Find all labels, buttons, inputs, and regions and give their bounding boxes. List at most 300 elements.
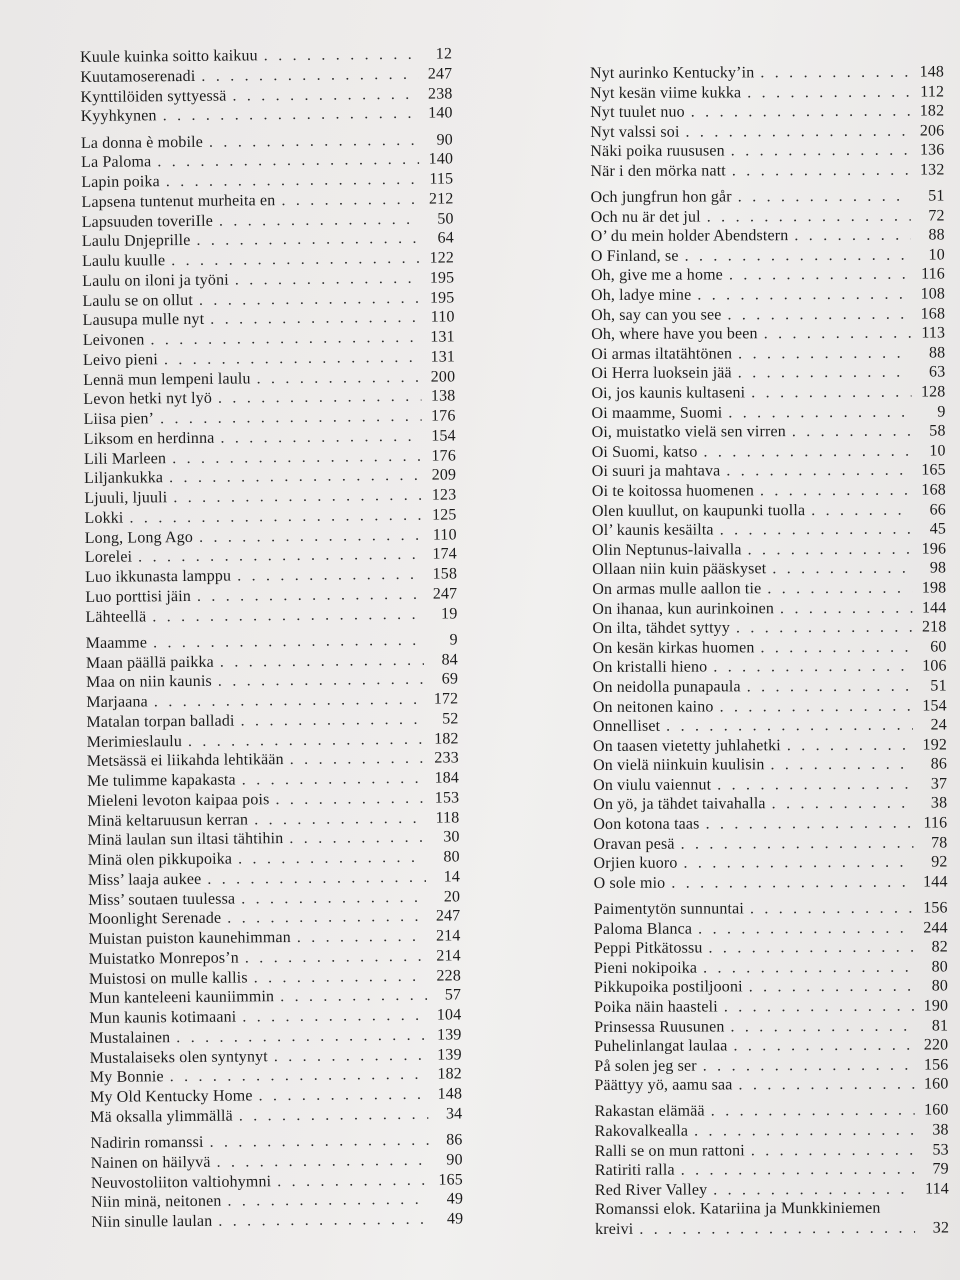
index-entry bbox=[591, 382, 945, 403]
entry-title: Lorelei bbox=[84, 548, 133, 567]
entry-page-number: 172 bbox=[433, 690, 459, 708]
dot-leader bbox=[163, 104, 419, 126]
dot-leader bbox=[157, 150, 419, 172]
dot-leader bbox=[227, 907, 426, 929]
entry-title: Minä olen pikkupoika bbox=[87, 850, 233, 869]
dot-leader bbox=[199, 525, 423, 547]
dot-leader bbox=[220, 650, 424, 672]
dot-leader bbox=[694, 1121, 915, 1142]
index-entry bbox=[592, 559, 946, 580]
entry-title: Red River Valley bbox=[594, 1181, 708, 1199]
entry-page-number: 80 bbox=[443, 848, 460, 866]
entry-page-number: 176 bbox=[431, 446, 457, 465]
dot-leader bbox=[275, 788, 425, 809]
index-entry bbox=[591, 226, 945, 247]
entry-page-number: 165 bbox=[438, 1170, 463, 1189]
entry-title: Oi Herra luoksein jää bbox=[591, 364, 732, 383]
entry-page-number: 176 bbox=[431, 407, 456, 425]
entry-page-number: 37 bbox=[930, 775, 948, 793]
dot-leader bbox=[738, 187, 911, 207]
entry-page-number: 88 bbox=[928, 344, 946, 362]
entry-page-number: 153 bbox=[434, 789, 460, 807]
entry-title: Miss’ laaja aukee bbox=[87, 870, 202, 889]
entry-page-number: 58 bbox=[929, 422, 946, 440]
index-entry bbox=[594, 977, 948, 998]
entry-page-number: 220 bbox=[923, 1036, 949, 1054]
dot-leader bbox=[281, 189, 419, 210]
entry-title: Nadirin romanssi bbox=[90, 1133, 204, 1152]
index-entry bbox=[593, 833, 947, 854]
index-entry bbox=[593, 657, 947, 678]
dot-leader bbox=[241, 709, 425, 731]
dot-leader bbox=[711, 1101, 915, 1121]
entry-page-number: 69 bbox=[441, 670, 459, 688]
entry-title: Lili Marleen bbox=[83, 449, 167, 468]
dot-leader bbox=[242, 769, 425, 791]
dot-leader bbox=[164, 347, 421, 369]
index-entry bbox=[591, 245, 945, 266]
dot-leader bbox=[738, 363, 912, 383]
index-letter-group bbox=[90, 1130, 463, 1232]
entry-page-number: 122 bbox=[429, 249, 455, 267]
entry-title: Nyt aurinko Kentucky’in bbox=[590, 64, 755, 82]
index-letter-group bbox=[590, 62, 945, 181]
entry-title: Maan päällä paikka bbox=[85, 653, 214, 672]
index-entry bbox=[592, 578, 946, 599]
entry-page-number: 156 bbox=[923, 1056, 949, 1074]
entry-page-number: 144 bbox=[921, 598, 947, 617]
dot-leader bbox=[706, 814, 914, 835]
index-entry bbox=[592, 618, 946, 639]
dot-leader bbox=[199, 288, 421, 310]
index-entry bbox=[594, 898, 948, 919]
entry-title: Niin sinulle laulan bbox=[91, 1212, 213, 1231]
dot-leader bbox=[726, 461, 911, 481]
entry-page-number: 82 bbox=[931, 938, 948, 956]
dot-leader bbox=[256, 367, 421, 388]
entry-title: Mun kanteleeni kauniimmin bbox=[89, 988, 275, 1008]
entry-title: Oi, muistatko vielä sen virren bbox=[591, 423, 786, 442]
entry-page-number: 139 bbox=[437, 1045, 462, 1064]
entry-title: On ihanaa, kun aurinkoinen bbox=[592, 599, 775, 618]
entry-title: Nainen on häilyvä bbox=[90, 1153, 211, 1172]
dot-leader bbox=[707, 206, 911, 226]
entry-title: Ratiriti ralla bbox=[594, 1161, 675, 1180]
entry-title: Kuule kuinka soitto kaikuu bbox=[80, 47, 258, 66]
dot-leader bbox=[780, 598, 912, 618]
entry-page-number: 138 bbox=[430, 387, 456, 405]
index-entry bbox=[591, 402, 945, 423]
entry-title: Lapin poika bbox=[81, 173, 160, 191]
index-entry bbox=[595, 1179, 949, 1200]
entry-page-number: 218 bbox=[921, 618, 947, 636]
index-entry bbox=[593, 637, 947, 658]
entry-title: När i den mörka natt bbox=[590, 162, 726, 180]
entry-page-number: 233 bbox=[434, 749, 459, 767]
index-entry bbox=[590, 82, 944, 103]
entry-page-number: 50 bbox=[437, 209, 454, 228]
entry-page-number: 92 bbox=[931, 853, 948, 871]
entry-page-number: 49 bbox=[446, 1210, 464, 1228]
entry-title: Ol’ kaunis kesäilta bbox=[591, 521, 714, 540]
index-entry bbox=[595, 1120, 949, 1141]
entry-page-number: 184 bbox=[434, 769, 460, 787]
dot-leader bbox=[738, 1075, 914, 1095]
index-entry bbox=[591, 343, 945, 364]
entry-page-number: 19 bbox=[441, 604, 458, 623]
dot-leader bbox=[750, 899, 914, 919]
entry-title: Nyt valssi soi bbox=[590, 123, 680, 141]
entry-page-number: 9 bbox=[449, 631, 458, 649]
entry-page-number: 53 bbox=[932, 1141, 949, 1159]
dot-leader bbox=[196, 229, 420, 251]
dot-leader bbox=[274, 1045, 428, 1066]
entry-title: Lapsena tuntenut murheita en bbox=[81, 191, 276, 211]
dot-leader bbox=[254, 808, 425, 829]
entry-page-number: 38 bbox=[930, 794, 948, 812]
entry-title: Me tulimme kapakasta bbox=[86, 771, 236, 790]
entry-page-number: 200 bbox=[430, 367, 456, 386]
entry-page-number: 30 bbox=[443, 828, 460, 846]
entry-title: On yö, ja tähdet taivahalla bbox=[593, 795, 766, 814]
entry-title: Leivo pieni bbox=[82, 351, 159, 369]
dot-leader bbox=[289, 828, 425, 849]
entry-page-number: 10 bbox=[928, 246, 945, 264]
entry-title: Lähteellä bbox=[85, 607, 147, 626]
entry-page-number: 144 bbox=[923, 873, 948, 891]
entry-page-number: 72 bbox=[928, 207, 945, 225]
dot-leader bbox=[713, 1179, 915, 1199]
index-entry bbox=[593, 794, 947, 815]
dot-leader bbox=[685, 245, 911, 266]
entry-title: Oon kotona taas bbox=[593, 815, 700, 834]
entry-page-number: 238 bbox=[427, 84, 453, 103]
index-entry bbox=[595, 1199, 949, 1220]
entry-title: Oi Suomi, katso bbox=[591, 443, 698, 461]
index-entry bbox=[592, 461, 946, 482]
entry-page-number: 247 bbox=[435, 907, 461, 925]
entry-title: La donna è mobile bbox=[80, 133, 204, 152]
dot-leader bbox=[720, 696, 913, 716]
entry-page-number: 24 bbox=[930, 716, 947, 734]
dot-leader bbox=[154, 690, 425, 712]
dot-leader bbox=[811, 500, 912, 520]
entry-title: Mä oksalla ylimmällä bbox=[90, 1107, 233, 1126]
dot-leader bbox=[218, 387, 422, 409]
index-entry bbox=[591, 304, 945, 325]
entry-page-number: 118 bbox=[435, 808, 460, 827]
entry-page-number: 228 bbox=[436, 966, 462, 985]
entry-title: Olin Neptunus-laivalla bbox=[592, 541, 742, 559]
entry-title: Miss’ soutaen tuulessa bbox=[88, 890, 236, 909]
index-entry bbox=[593, 696, 947, 717]
entry-page-number: 12 bbox=[435, 45, 453, 63]
dot-leader bbox=[297, 927, 427, 948]
dot-leader bbox=[733, 1036, 914, 1056]
entry-page-number: 209 bbox=[431, 466, 457, 484]
entry-title: Laulu kuulle bbox=[81, 252, 166, 270]
dot-leader bbox=[683, 853, 913, 874]
entry-page-number: 51 bbox=[928, 187, 945, 205]
index-letter-group bbox=[591, 187, 948, 894]
index-entry bbox=[592, 422, 946, 443]
dot-leader bbox=[760, 63, 910, 83]
entry-page-number: 140 bbox=[428, 150, 454, 168]
dot-leader bbox=[238, 848, 426, 870]
dot-leader bbox=[232, 84, 418, 106]
entry-title: Och nu är det jul bbox=[590, 208, 701, 226]
entry-title: Marjaana bbox=[86, 693, 148, 711]
dot-leader bbox=[736, 618, 913, 638]
index-entry bbox=[592, 500, 946, 521]
entry-page-number: 168 bbox=[920, 305, 946, 323]
dot-leader bbox=[209, 130, 419, 152]
index-entry bbox=[593, 716, 947, 737]
entry-page-number: 66 bbox=[929, 501, 946, 519]
entry-page-number: 20 bbox=[443, 887, 461, 906]
dot-leader bbox=[770, 755, 913, 775]
entry-page-number: 112 bbox=[920, 83, 945, 101]
entry-title: Luo porttisi jäin bbox=[85, 587, 192, 606]
entry-page-number: 247 bbox=[427, 65, 453, 83]
entry-page-number: 182 bbox=[437, 1065, 462, 1083]
dot-leader bbox=[703, 441, 911, 462]
entry-page-number: 212 bbox=[428, 190, 454, 208]
dot-leader bbox=[219, 209, 420, 231]
entry-title: Laulu Dnjeprille bbox=[81, 232, 191, 251]
entry-title: Moonlight Serenade bbox=[88, 909, 222, 929]
dot-leader bbox=[703, 957, 914, 978]
index-entry bbox=[590, 121, 944, 142]
entry-title: Oi suuri ja mahtava bbox=[591, 462, 721, 481]
entry-title: Matalan torpan balladi bbox=[86, 712, 235, 731]
index-entry bbox=[590, 160, 944, 181]
entry-title: Mustalaiseks olen syntynyt bbox=[89, 1047, 268, 1067]
entry-title: Levon hetki nyt lyö bbox=[83, 389, 213, 409]
entry-title: Nyt tuulet nuo bbox=[590, 103, 685, 122]
entry-title: Päättyy yö, aamu saa bbox=[594, 1076, 733, 1095]
dot-leader bbox=[138, 545, 423, 567]
entry-page-number: 104 bbox=[436, 1006, 462, 1024]
dot-leader bbox=[671, 872, 913, 893]
entry-page-number: 156 bbox=[923, 899, 948, 917]
entry-title: Olen kuullut, on kaupunki tuolla bbox=[591, 501, 806, 520]
dot-leader bbox=[792, 422, 912, 442]
entry-page-number: 110 bbox=[430, 308, 455, 326]
entry-title: Pieni nokipoika bbox=[593, 959, 698, 977]
entry-page-number: 81 bbox=[931, 1016, 949, 1035]
dot-leader bbox=[772, 559, 912, 579]
entry-page-number: 80 bbox=[931, 958, 948, 976]
entry-title: Oh, say can you see bbox=[591, 306, 722, 324]
dot-leader bbox=[259, 1085, 429, 1106]
entry-title: Oh, where have you been bbox=[591, 325, 758, 344]
entry-title: O’ du mein holder Abendstern bbox=[590, 227, 789, 246]
index-entry bbox=[595, 1160, 949, 1181]
entry-page-number: 38 bbox=[932, 1121, 949, 1139]
entry-title: On vielä niinkuin kuulisin bbox=[593, 756, 765, 775]
dot-leader bbox=[152, 604, 423, 626]
entry-title: Och jungfrun hon går bbox=[590, 188, 732, 207]
entry-title: Ollaan niin kuin pääskyset bbox=[592, 560, 767, 579]
index-entry bbox=[593, 676, 947, 697]
dot-leader bbox=[703, 1055, 915, 1076]
entry-page-number: 154 bbox=[431, 427, 456, 445]
entry-title: Minä laulan sun iltasi tähtihin bbox=[87, 830, 284, 850]
entry-page-number: 247 bbox=[432, 585, 458, 603]
dot-leader bbox=[729, 265, 911, 285]
index-letter-group bbox=[594, 898, 949, 1095]
entry-page-number: 114 bbox=[925, 1180, 949, 1198]
index-entry bbox=[91, 1209, 463, 1232]
index-entry bbox=[595, 1101, 949, 1122]
entry-page-number: 90 bbox=[446, 1151, 463, 1169]
dot-leader bbox=[748, 539, 913, 559]
entry-page-number: 52 bbox=[442, 710, 459, 728]
dot-leader bbox=[235, 268, 421, 290]
dot-leader bbox=[747, 677, 913, 697]
index-entry bbox=[591, 284, 945, 305]
dot-leader bbox=[242, 1006, 427, 1028]
dot-leader bbox=[717, 774, 913, 794]
entry-page-number: 192 bbox=[922, 736, 948, 754]
entry-title: Niin minä, neitonen bbox=[91, 1192, 222, 1212]
entry-page-number: 34 bbox=[445, 1105, 463, 1123]
entry-title: Metsässä ei liikahda lehtikään bbox=[86, 751, 284, 771]
entry-title: O Finland, se bbox=[590, 247, 679, 265]
entry-title: Maamme bbox=[85, 634, 148, 652]
entry-title: Oi te koitossa huomenen bbox=[591, 482, 754, 500]
entry-title: Kyyhkynen bbox=[80, 107, 157, 126]
dot-leader bbox=[681, 833, 914, 854]
entry-title: Prinsessa Ruusunen bbox=[594, 1017, 725, 1036]
dot-leader bbox=[254, 966, 427, 987]
entry-page-number: 182 bbox=[434, 729, 459, 748]
entry-page-number: 165 bbox=[921, 461, 946, 479]
entry-page-number: 84 bbox=[441, 650, 458, 669]
index-entry bbox=[591, 206, 945, 227]
entry-page-number: 160 bbox=[924, 1101, 949, 1119]
entry-title: Luo ikkunasta lamppu bbox=[85, 567, 232, 586]
entry-page-number: 174 bbox=[432, 545, 457, 563]
dot-leader bbox=[708, 938, 913, 958]
dot-leader bbox=[764, 324, 912, 344]
dot-leader bbox=[681, 1160, 915, 1181]
entry-title: Kynttilöiden syttyessä bbox=[80, 87, 227, 106]
entry-page-number: 64 bbox=[437, 229, 454, 247]
dot-leader bbox=[171, 249, 420, 271]
entry-page-number: 116 bbox=[923, 814, 948, 832]
index-entry bbox=[593, 755, 947, 776]
dot-leader bbox=[685, 121, 910, 142]
dot-leader bbox=[666, 716, 913, 737]
entry-title: Oi, jos kaunis kultaseni bbox=[591, 384, 746, 402]
entry-title: Rakastan elämää bbox=[594, 1102, 705, 1121]
entry-title: Mun kaunis kotimaani bbox=[89, 1008, 237, 1027]
index-entry bbox=[85, 604, 457, 627]
entry-page-number: 131 bbox=[430, 328, 455, 346]
index-entry bbox=[592, 539, 946, 560]
entry-page-number: 168 bbox=[921, 481, 946, 499]
entry-title: On armas mulle aallon tie bbox=[592, 580, 762, 598]
entry-title: Neuvostoliiton valtiohymni bbox=[90, 1172, 272, 1192]
index-entry bbox=[591, 265, 945, 286]
entry-title: Long, Long Ago bbox=[84, 528, 194, 547]
entry-page-number: 198 bbox=[921, 579, 947, 597]
dot-leader bbox=[172, 446, 422, 468]
entry-page-number: 60 bbox=[930, 638, 947, 656]
entry-page-number: 195 bbox=[429, 288, 455, 307]
entry-page-number: 148 bbox=[437, 1085, 463, 1103]
entry-page-number: 86 bbox=[930, 755, 948, 773]
index-entry bbox=[593, 814, 947, 835]
dot-leader bbox=[277, 1170, 429, 1191]
index-entry bbox=[90, 1104, 462, 1127]
entry-title: Pikkupoika postiljooni bbox=[593, 978, 743, 997]
entry-page-number: 51 bbox=[930, 677, 947, 695]
index-letter-group bbox=[81, 130, 458, 627]
entry-title: Oi armas iltatähtönen bbox=[591, 345, 733, 363]
entry-page-number: 196 bbox=[921, 540, 947, 558]
entry-title: Liisa pien’ bbox=[83, 410, 155, 428]
index-entry bbox=[595, 1140, 949, 1161]
entry-title: Muistosi on mulle kallis bbox=[88, 968, 248, 988]
index-entry bbox=[593, 853, 947, 874]
dot-leader bbox=[218, 670, 424, 692]
entry-title: Oh, ladye mine bbox=[590, 286, 692, 305]
entry-title: Maa on niin kaunis bbox=[86, 673, 212, 692]
entry-page-number: 110 bbox=[432, 525, 457, 544]
entry-page-number: 131 bbox=[430, 348, 456, 366]
entry-title: On taasen vietetty juhlahetki bbox=[592, 736, 781, 755]
dot-leader bbox=[760, 481, 912, 501]
dot-leader bbox=[697, 285, 911, 306]
entry-title: Ljuuli, ljuuli bbox=[84, 489, 168, 507]
dot-leader bbox=[747, 82, 910, 102]
entry-page-number: 78 bbox=[931, 834, 948, 852]
dot-leader bbox=[245, 946, 427, 967]
entry-title: Peppi Pitkätossu bbox=[593, 939, 703, 958]
dot-leader bbox=[241, 887, 426, 909]
index-entry bbox=[593, 774, 947, 795]
entry-title: Lapsuuden toveriIle bbox=[81, 212, 213, 231]
index-entry bbox=[594, 1036, 948, 1057]
entry-page-number: 115 bbox=[429, 170, 454, 188]
index-entry bbox=[592, 520, 946, 541]
dot-leader bbox=[201, 65, 418, 87]
dot-leader bbox=[751, 1140, 915, 1160]
entry-title: Onnelliset bbox=[592, 717, 661, 736]
entry-page-number: 106 bbox=[922, 657, 947, 675]
dot-leader bbox=[280, 986, 427, 1007]
entry-page-number: 123 bbox=[431, 486, 457, 504]
entry-title: On kristalli hieno bbox=[592, 658, 708, 677]
dot-leader bbox=[727, 304, 911, 324]
entry-page-number: 128 bbox=[920, 383, 946, 401]
entry-title: On ilta, tähdet syttyy bbox=[592, 619, 731, 638]
index-entry bbox=[595, 1218, 949, 1239]
dot-leader bbox=[751, 383, 911, 403]
entry-title: On neidolla punapaula bbox=[592, 678, 741, 696]
entry-title: Orjien kuoro bbox=[593, 854, 678, 873]
dot-leader bbox=[188, 729, 425, 751]
dot-leader bbox=[720, 520, 912, 540]
index-entry bbox=[594, 996, 948, 1017]
entry-title: Näki poika ruususen bbox=[590, 142, 725, 161]
entry-page-number: 160 bbox=[923, 1075, 949, 1093]
entry-title: Lausupa mulle nyt bbox=[82, 311, 205, 330]
dot-leader bbox=[216, 1150, 428, 1172]
